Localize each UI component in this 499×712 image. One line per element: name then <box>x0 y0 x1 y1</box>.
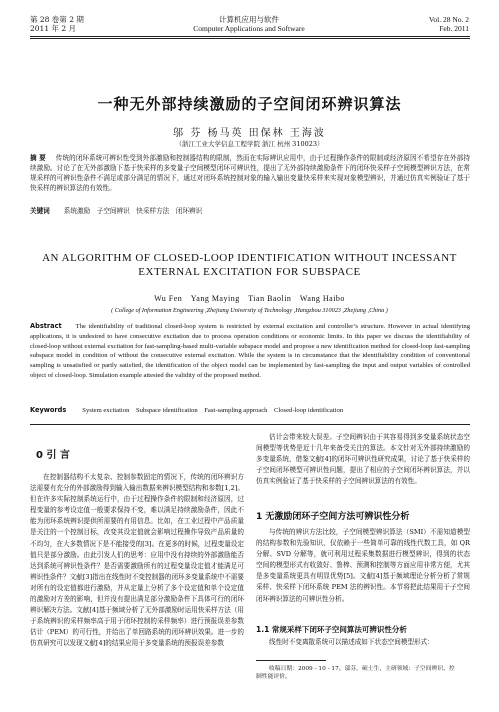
date-en: Feb. 2011 <box>439 24 469 33</box>
journal-name-cn: 计算机应用与软件 <box>219 15 279 24</box>
left-column-body <box>30 472 244 650</box>
paper-title-cn: 一种无外部持续激励的子空间闭环辨识算法 <box>97 95 402 113</box>
abstract-end-rule <box>30 424 470 425</box>
abstract-en <box>30 322 470 381</box>
abstract-en-label: Abstract <box>30 322 62 330</box>
abstract-cn-label: 摘 要 <box>30 154 46 162</box>
header-rule-2 <box>30 38 470 39</box>
affiliation-en: ( College of Information Engineering ,Zhejiang University of Technology ,Hangzhou 310023 ,Zhejiang ,China ) <box>111 307 388 314</box>
intro-continuation-paragraph: 估计会带来较大误差。子空间辨识由于其容易得到多变量系统状态空间模型等优势是近十几年来备受关注的算法。本文针对无外部持续激励的多变量系统，借鉴文献[4]的闭环可辨识性研究成果，讨论了基于快采样的子空间闭环模型可辨识性问题，提出了相应的子空间闭环辨识算法，并以仿真实例验证了基于快采样的子空间辨识算法的有效性。 <box>256 433 470 486</box>
subsection-1-1-paragraph: 线性时不变离散系统可以描述成如下状态空间模型形式： <box>269 638 434 646</box>
keywords-cn <box>30 206 470 216</box>
date-cn: 2011 年 2 月 <box>30 24 77 33</box>
paper-title-en-line2: EXTERNAL EXCITATION FOR SUBSPACE <box>138 266 361 278</box>
abstract-cn-text: 传统的闭环系统可辨识性受到外部激励和控制器结构的限制，然而在实际辨识应用中，由于过程操作条件的限制或经济原因不希望存在外部持续激励。讨论了在无外部激励下基于快采样的多变量子空间模型闭环可辨识性，提出了无外部持续激励条件下的闭环快采样子空间模型辨识方法，在常规采样的可辨识性条件不满足或部分满足的情况下，通过对闭环系统控制对象的输入输出变量快采样来实现对象模型辨识，并通过仿真实例验证了基于快采样的辨识算法的有效性。 <box>30 154 471 192</box>
paper-title-en-line1: AN ALGORITHM OF CLOSED-LOOP IDENTIFICATION WITHOUT INCESSANT <box>42 252 457 264</box>
section-1-heading: 1 无激励闭环子空间方法可辨识性分析 <box>256 512 410 522</box>
footnote-line-2: 制性能评价。 <box>256 674 291 680</box>
header-left <box>30 15 84 33</box>
keywords-cn-text: 系统激励 子空间辨识 快采样方法 闭环辨识 <box>63 207 203 215</box>
journal-name-en: Computer Applications and Software <box>193 24 305 33</box>
abstract-en-text: The identifiability of traditional closed-loop system is restricted by external excitation and controller’s structure. However in actual identifying applications, it is undesired to have consecutive excitation due to process operation conditions or economic limits. In this paper we discuss the identifiability of closed-loop without external excitation for fast-sampling-based multi-variable subspace model and propose a new identification method for closed-loop fast-sampling subspace model in condition of without the consecutive external excitation. While the system is in circumstance that the identifiability condition of conventional sampling is unsatisfied or partly satisfied, the identification of the object model can be implemented by fast-sampling the input and output variables of controlled object of closed-loop. Simulation example attested the validity of the proposed method. <box>30 323 470 379</box>
section-1-paragraph: 与传统的辨识方法比较，子空间模型辨识算法（SMI）不需知道模型的结构参数和先验知识，仅依赖于一些简单可靠的线性代数工具，如 QR 分解、SVD 分解等，就可利用过程采集数据进行模型辨识，得到的状态空间的模型形式有收敛好、鲁棒、预测和控制等方面应用非常方便，尤其是多变量系统更具有明显优势[5]。文献[4]基于频域理论分析分析了常规采样、快采样下闭环系统 PEM 法的辨识性。本节将把此结果用于子空间闭环辨识算法的可辨识性分析。 <box>256 528 470 603</box>
authors-en: Wu Fen Yang Maying Tian Baolin Wang Haibo <box>154 294 345 303</box>
header-center <box>149 15 349 33</box>
right-column-intro <box>256 432 470 487</box>
section-0-heading: 0 引 言 <box>36 450 70 461</box>
subsection-1-1-body <box>256 637 470 648</box>
paper-title-en <box>0 251 499 279</box>
section-0-paragraph: 在控制器结构不太复杂、控制参数固定的情况下，传统的闭环辨识方法需要有充分的外部激励得到输入输出数据来辨识模型结构和参数[1,2]。但在许多实际控制系统运行中，由于过程操作条件的限制和经济原因，过程变量的参考设定值一般要求保持不变，难以满足持续激励条件，因此不能为闭环系统辨识提供所需要的有用信息。比如，在工业过程中产品质量是关注的一个控制目标，改变其设定值就会影响过程操作导致产品质量的不均匀，在大多数情况下是不能接受的[3]。在更多的时候，过程变量设定值只是部分激励。由此引发人们的思考：应用中没有持续的外部激励能否达到系统可辨识性条件？是否需要激励所有的过程变量设定值才能满足可辨识性条件？文献[3]指出在线性时不变控制器的闭环多变量系统中不需要对所有的设定值都进行激励，并从定量上分析了多个设定值和单个设定值的激励对方差的影响，但并没有提出满足部分激励条件下具体可行的闭环辨识解决方法。文献[4]基于频域分析了无外部激励时运用快采样方法（用于系统辨识的采样频率高于用于闭环控制的采样频率）进行预报误差参数估计（PEM）的可行性，并给出了单回路系统的闭环辨识效果。进一步的仿真研究可以发现文献[4]的结果应用于多变量系统的预报误差参数 <box>30 473 244 648</box>
keywords-cn-label: 关键词 <box>30 207 50 215</box>
footnote <box>256 665 470 681</box>
volume-issue-en: Vol. 28 No. 2 <box>428 15 469 24</box>
header-rule-1 <box>30 36 470 37</box>
keywords-en-text: System excitation Subspace identification Fast-sampling approach Closed-loop identification <box>82 407 344 414</box>
volume-issue-cn: 第 28 卷第 2 期 <box>30 15 84 24</box>
footnote-line-1: 收稿日期：2009 - 10 - 17。邬芬，硕士生，主研领域：子空间辨识、控 <box>269 666 455 672</box>
header-right <box>429 15 469 33</box>
subsection-1-1-heading: 1.1 常规采样下闭环子空间算法可辨识性分析 <box>256 625 407 634</box>
keywords-en <box>30 406 470 416</box>
footnote-rule <box>256 660 326 661</box>
abstract-cn <box>30 153 470 193</box>
affiliation-cn: （浙江工业大学信息工程学院 浙江 杭州 310023） <box>175 140 324 148</box>
section-1-body <box>256 527 470 605</box>
authors-cn: 邬 芬 杨马英 田保林 王海波 <box>173 128 326 139</box>
keywords-en-label: Keywords <box>30 406 67 414</box>
